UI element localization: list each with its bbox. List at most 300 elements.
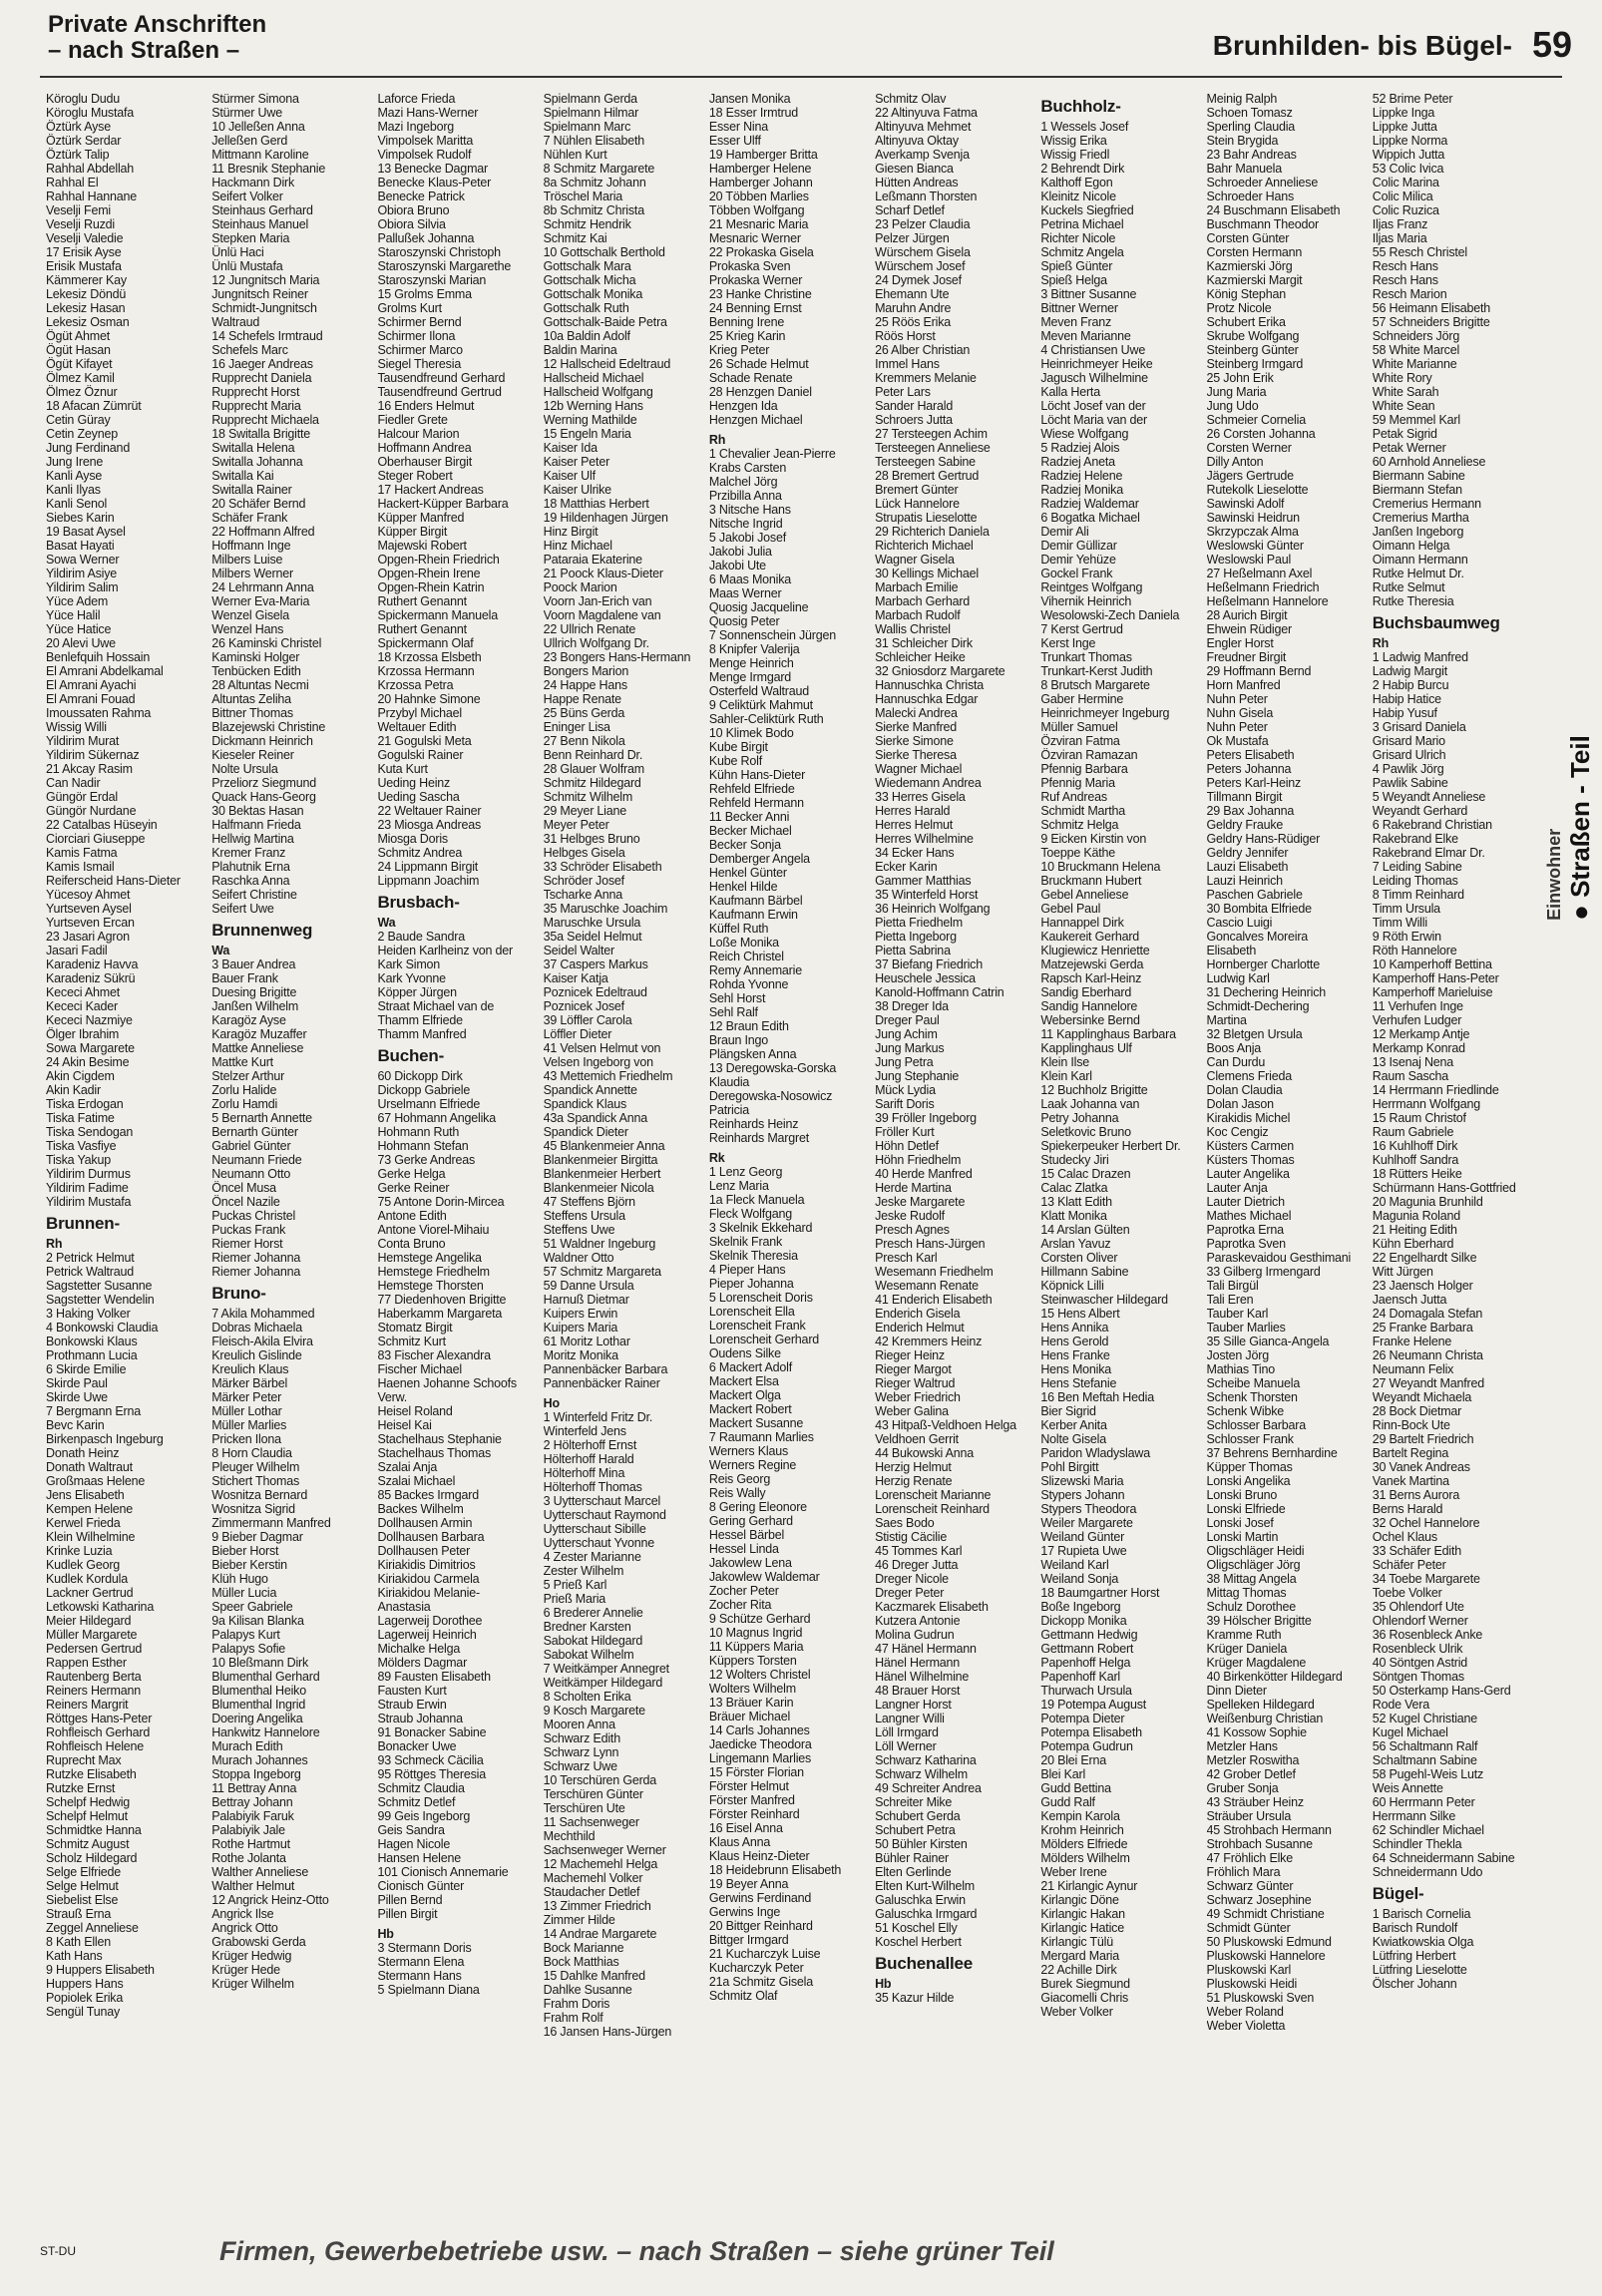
list-item: 18 Baumgartner Horst [1040, 1586, 1160, 1600]
list-item: Lekesiz Osman [46, 315, 130, 329]
list-item: Sierke Theresa [875, 748, 957, 762]
list-item: Pillen Bernd [377, 1893, 443, 1907]
list-item: Öncel Nazile [211, 1195, 280, 1209]
list-item: Gottschalk Monika [543, 287, 643, 301]
list-item: Rakebrand Elmar Dr. [1372, 846, 1485, 860]
list-item: Bittger Irmgard [708, 1933, 789, 1947]
list-item: Röös Horst [875, 329, 936, 343]
list-item: 8b Schmitz Christa [543, 203, 644, 217]
list-item: Jakobi Julia [708, 545, 772, 559]
list-item: 15 Hens Albert [1040, 1307, 1120, 1321]
list-item: Rutekolk Lieselotte [1206, 483, 1309, 497]
list-item: Barisch Rundolf [1372, 1921, 1457, 1935]
list-item: Kerber Anita [1040, 1418, 1107, 1432]
list-item: 1 Lenz Georg [708, 1165, 783, 1179]
list-item: Kamis Ismail [46, 860, 115, 874]
list-item: Ehemann Ute [875, 287, 950, 301]
list-item: Palabiyik Faruk [211, 1809, 294, 1823]
list-item: Veselji Valedie [46, 231, 124, 245]
list-item: Milbers Luise [211, 553, 283, 567]
list-item: Heßelmann Hannelore [1206, 594, 1329, 608]
list-item: Schirmer Ilona [377, 329, 456, 343]
list-item: Rautenberg Berta [46, 1670, 142, 1684]
list-item: Öztürk Talip [46, 148, 110, 162]
list-item: Mittag Thomas [1206, 1586, 1287, 1600]
list-item: Burek Siegmund [1040, 1977, 1130, 1991]
list-item: Küpper Birgit [377, 525, 448, 539]
list-item: Molina Gudrun [875, 1628, 955, 1642]
list-item: Gaber Hermine [1040, 692, 1124, 706]
list-item: Sehl Ralf [708, 1005, 758, 1019]
list-item: Werners Klaus [708, 1444, 789, 1458]
list-item: Sander Harald [875, 399, 954, 413]
list-item: Rupprecht Daniela [211, 371, 312, 385]
list-item: Fischer Michael [377, 1362, 462, 1376]
list-item: Demir Ali [1040, 525, 1089, 539]
list-item: 18 Matthias Herbert [543, 497, 649, 511]
list-item: Rieger Heinz [875, 1348, 945, 1362]
list-item: 8 Schmitz Margarete [543, 162, 655, 176]
list-item: Stelzer Arthur [211, 1069, 285, 1083]
list-item: Mattke Kurt [211, 1055, 273, 1069]
list-item: Gerke Helga [377, 1167, 446, 1181]
list-item: Letkowski Katharina [46, 1600, 155, 1614]
list-item: Schulz Dorothee [1206, 1600, 1296, 1614]
column-9 [1373, 92, 1532, 2206]
list-item: Jens Elisabeth [46, 1488, 125, 1502]
list-item: 51 Pluskowski Sven [1206, 1991, 1315, 2005]
list-item: Tiska Yakup [46, 1153, 111, 1167]
column-3 [377, 92, 537, 2206]
list-item: Küsters Carmen [1206, 1139, 1295, 1153]
list-item: 11 Küppers Maria [708, 1640, 804, 1654]
list-item: 19 Hildenhagen Jürgen [543, 511, 668, 525]
list-item: Petak Werner [1372, 441, 1446, 455]
list-item: Can Durdu [1206, 1055, 1266, 1069]
list-item: Hessel Linda [708, 1542, 779, 1556]
list-item: Lauzi Heinrich [1206, 874, 1283, 888]
list-item: Kazmierski Jörg [1206, 259, 1293, 273]
street-heading: Buchenallee [875, 1954, 974, 1973]
list-item: Kudlek Kordula [46, 1572, 128, 1586]
list-item: Weber Galina [875, 1404, 949, 1418]
list-item: 48 Brauer Horst [875, 1684, 961, 1698]
list-item: Elten Gerlinde [875, 1865, 952, 1879]
list-item: Akin Kadir [46, 1083, 101, 1097]
list-item: Tröschel Maria [543, 190, 623, 203]
list-item: Milbers Werner [211, 567, 293, 580]
list-item: 15 Dahlke Manfred [543, 1969, 645, 1983]
list-item: Schelpf Helmut [46, 1809, 128, 1823]
column-6 [875, 92, 1034, 2206]
list-item: Cremerius Martha [1372, 511, 1469, 525]
list-item: 32 Gniosdorz Margarete [875, 664, 1005, 678]
list-item: Stürmer Simona [211, 92, 299, 106]
list-item: Mergard Maria [1040, 1949, 1119, 1963]
list-item: Kerst Inge [1040, 636, 1096, 650]
list-item: Bieber Kerstin [211, 1558, 287, 1572]
list-item: Martina [1206, 1013, 1247, 1027]
list-item: Lorenscheit Frank [708, 1319, 806, 1333]
list-item: Herzig Helmut [875, 1460, 952, 1474]
list-item: Oimann Helga [1372, 539, 1450, 553]
list-item: Hens Monika [1040, 1362, 1112, 1376]
list-item: Hoffmann Andrea [377, 441, 472, 455]
list-item: Karadeniz Havva [46, 957, 139, 971]
list-item: 18 Esser Irmtrud [708, 106, 799, 120]
list-item: Mölders Dagmar [377, 1656, 468, 1670]
list-item: 59 Danne Ursula [543, 1279, 634, 1293]
list-item: Cascio Luigi [1206, 916, 1273, 930]
list-item: 64 Schneidermann Sabine [1372, 1851, 1515, 1865]
list-item: Kube Rolf [708, 754, 762, 768]
list-item: Kämmerer Kay [46, 273, 127, 287]
list-item: 19 Basat Aysel [46, 525, 126, 539]
list-item: Donath Waltraut [46, 1460, 133, 1474]
list-item: Gruber Sonja [1206, 1781, 1279, 1795]
list-item: Steger Robert [377, 469, 453, 483]
list-item: Radziej Waldemar [1040, 497, 1139, 511]
list-item: 13 Benecke Dagmar [377, 162, 488, 176]
list-item: 7 Bergmann Erna [46, 1404, 141, 1418]
list-item: 43 Mettemich Friedhelm [543, 1069, 673, 1083]
list-item: Presch Karl [875, 1251, 938, 1265]
list-item: Sagstetter Wendelin [46, 1293, 155, 1307]
list-item: 60 Dickopp Dirk [377, 1069, 463, 1083]
list-item: Rappen Esther [46, 1656, 127, 1670]
list-item: Peters Karl-Heinz [1206, 776, 1302, 790]
list-item: 24 Dymek Josef [875, 273, 962, 287]
list-item: Schäfer Frank [211, 511, 288, 525]
list-item: Rohfleisch Helene [46, 1739, 145, 1753]
list-item: Metzler Hans [1206, 1739, 1278, 1753]
list-item: Riemer Horst [211, 1237, 283, 1251]
list-item: Prokaska Werner [708, 273, 803, 287]
list-item: Sandig Eberhard [1040, 985, 1132, 999]
list-item: 11 Sachsenweger [543, 1815, 639, 1829]
list-item: Stachelhaus Thomas [377, 1446, 492, 1460]
list-item: Mackert Elsa [708, 1374, 779, 1388]
list-item: Erisik Mustafa [46, 259, 122, 273]
list-item: Veselji Ruzdi [46, 217, 115, 231]
list-item: Rohda Yvonne [708, 977, 789, 991]
list-item: Radziej Monika [1040, 483, 1123, 497]
list-item: 33 Gilberg Irmengard [1206, 1265, 1321, 1279]
list-item: Schmidt Martha [1040, 804, 1126, 818]
list-item: Ünlü Haci [211, 245, 264, 259]
list-item: Klatt Monika [1040, 1209, 1107, 1223]
list-item: Haenen Johanne Schoofs [377, 1376, 517, 1390]
list-item: Wagner Michael [875, 762, 963, 776]
list-item: 5 Bernarth Annette [211, 1111, 312, 1125]
list-item: 46 Dreger Jutta [875, 1558, 959, 1572]
list-item: Hinz Birgit [543, 525, 599, 539]
list-item: 29 Richterich Daniela [875, 525, 990, 539]
list-item: Gabriel Günter [211, 1139, 291, 1153]
list-item: Bonacker Uwe [377, 1739, 457, 1753]
list-item: Ölscher Johann [1372, 1977, 1457, 1991]
list-item: Fleisch-Akila Elvira [211, 1335, 313, 1348]
list-item: Rutke Helmut Dr. [1372, 567, 1464, 580]
list-item: Cremerius Hermann [1372, 497, 1481, 511]
list-item: 49 Schreiter Andrea [875, 1781, 982, 1795]
list-item: Merkamp Konrad [1372, 1041, 1465, 1055]
list-item: 7 Weitkämper Annegret [543, 1662, 669, 1676]
list-item: Blankenmeier Birgitta [543, 1153, 658, 1167]
list-item: 21a Schmitz Gisela [708, 1975, 813, 1989]
list-item: Kececi Kader [46, 999, 118, 1013]
list-item: Sachsenweger Werner [543, 1843, 666, 1857]
list-item: Özviran Fatma [1040, 734, 1120, 748]
list-item: Werner Eva-Maria [211, 594, 310, 608]
list-item: 40 Söntgen Astrid [1372, 1656, 1468, 1670]
list-item: Plängsken Anna [708, 1047, 797, 1061]
list-item: 21 Kucharczyk Luise [708, 1947, 821, 1961]
list-item: Wesolowski-Zech Daniela [1040, 608, 1180, 622]
list-item: Müller Lothar [211, 1404, 282, 1418]
list-item: 7 Kerst Gertrud [1040, 622, 1123, 636]
list-item: 40 Birkenkötter Hildegard [1206, 1670, 1343, 1684]
list-item: Ögüt Ahmet [46, 329, 111, 343]
list-item: 6 Bogatka Michael [1040, 511, 1140, 525]
list-item: Horn Manfred [1206, 678, 1281, 692]
list-item: Yildirim Salim [46, 580, 119, 594]
list-item: Tiska Vasfiye [46, 1139, 117, 1153]
list-item: Voorn Magdalene van [543, 608, 661, 622]
list-item: Schubert Erika [1206, 315, 1286, 329]
list-item: Müller Lucia [211, 1586, 277, 1600]
list-item: Potempa Elisabeth [1040, 1725, 1142, 1739]
list-item: Hoffmann Inge [211, 539, 291, 553]
list-item: Kaminski Holger [211, 650, 300, 664]
list-item: Nühlen Kurt [543, 148, 607, 162]
list-item: Hölterhoff Mina [543, 1466, 625, 1480]
list-item: Märker Peter [211, 1390, 282, 1404]
list-item: Demir Yehüze [1040, 553, 1116, 567]
list-item: Schlosser Barbara [1206, 1418, 1306, 1432]
list-item: 73 Gerke Andreas [377, 1153, 475, 1167]
list-item: Grolms Kurt [377, 301, 442, 315]
list-item: Palabiyik Jale [211, 1823, 285, 1837]
list-item: Machemehl Volker [543, 1871, 643, 1885]
list-item: 3 Grisard Daniela [1372, 720, 1466, 734]
list-item: Jagusch Wilhelmine [1040, 371, 1148, 385]
list-item: Hillmann Sabine [1040, 1265, 1129, 1279]
list-item: Marbach Emilie [875, 580, 959, 594]
list-item: Biermann Sabine [1372, 469, 1465, 483]
list-item: Quosig Jacqueline [708, 600, 809, 614]
list-item: Boße Ingeborg [1040, 1600, 1121, 1614]
list-item: Wippich Jutta [1372, 148, 1445, 162]
list-item: 45 Blankenmeier Anna [543, 1139, 665, 1153]
list-item: Lorenscheit Reinhard [875, 1502, 990, 1516]
list-item: Yildirim Sükernaz [46, 748, 140, 762]
list-item: Kamperhoff Marieluise [1372, 985, 1493, 999]
list-item: 55 Resch Christel [1372, 245, 1468, 259]
list-item: Hackert-Küpper Barbara [377, 497, 509, 511]
list-item: Bock Matthias [543, 1955, 619, 1969]
list-item: Jansen Monika [708, 92, 791, 106]
list-item: 20 Többen Marlies [708, 190, 809, 203]
list-item: Reinhards Heinz [708, 1117, 799, 1131]
list-item: Weber Friedrich [875, 1390, 961, 1404]
list-item: 5 Weyandt Anneliese [1372, 790, 1486, 804]
list-item: Elisabeth [1206, 944, 1257, 957]
list-item: 31 Schleicher Dirk [875, 636, 973, 650]
list-item: Potempa Gudrun [1040, 1739, 1133, 1753]
list-item: Trunkart Thomas [1040, 650, 1132, 664]
list-item: Gockel Frank [1040, 567, 1113, 580]
list-item: Kalla Herta [1040, 385, 1100, 399]
list-item: Schwarz Katharina [875, 1753, 977, 1767]
list-item: 20 Hahnke Simone [377, 692, 481, 706]
list-item: Osterfeld Waltraud [708, 684, 810, 698]
list-item: Schmitz Claudia [377, 1781, 465, 1795]
list-item: Dolan Jason [1206, 1097, 1274, 1111]
list-item: Gering Gerhard [708, 1514, 793, 1528]
list-item: Kwiatkowskia Olga [1372, 1935, 1474, 1949]
list-item: Spielmann Hilmar [543, 106, 639, 120]
list-item: Donath Heinz [46, 1446, 120, 1460]
list-item: 33 Herres Gisela [875, 790, 966, 804]
list-item: Sehl Horst [708, 991, 766, 1005]
list-item: Kramme Ruth [1206, 1628, 1282, 1642]
list-item: Ölmez Öznur [46, 385, 118, 399]
list-item: Hamberger Johann [708, 176, 813, 190]
list-item: Fleck Wolfgang [708, 1207, 792, 1221]
list-item: 51 Waldner Ingeburg [543, 1237, 656, 1251]
list-item: Haberkamm Margareta [377, 1307, 503, 1321]
list-item: Bieber Horst [211, 1544, 279, 1558]
list-item: Dickopp Gabriele [377, 1083, 471, 1097]
list-item: Seidel Walter [543, 944, 614, 957]
list-item: Neumann Otto [211, 1167, 291, 1181]
list-item: Wesemann Friedhelm [875, 1265, 994, 1279]
list-item: Raum Gabriele [1372, 1125, 1454, 1139]
side-label-text [1544, 735, 1596, 921]
list-item: Schirmer Marco [377, 343, 463, 357]
list-item: Grisard Ulrich [1372, 748, 1446, 762]
list-item: Ögüt Kifayet [46, 357, 113, 371]
list-item: 9 Kosch Margarete [543, 1704, 645, 1718]
list-item: Yüce Adem [46, 594, 109, 608]
list-item: Lekesiz Hasan [46, 301, 126, 315]
list-item: Obiora Silvia [377, 217, 446, 231]
list-item: Switalla Helena [211, 441, 295, 455]
list-item: 75 Antone Dorin-Mircea [377, 1195, 505, 1209]
list-item: Freudner Birgit [1206, 650, 1287, 664]
list-item: Großmaas Helene [46, 1474, 146, 1488]
list-item: Spandick Annette [543, 1083, 637, 1097]
list-item: Maas Werner [708, 586, 782, 600]
list-item: 2 Hölterhoff Ernst [543, 1438, 637, 1452]
list-item: 22 Hoffmann Alfred [211, 525, 315, 539]
list-item: 30 Kellings Michael [875, 567, 979, 580]
list-item: Veselji Femi [46, 203, 111, 217]
list-item: Gudd Bettina [1040, 1781, 1111, 1795]
list-item: 1 Ladwig Manfred [1372, 650, 1468, 664]
list-item: Harnuß Dietmar [543, 1293, 629, 1307]
list-item: Öztürk Serdar [46, 134, 122, 148]
list-item: Bernarth Günter [211, 1125, 298, 1139]
list-item: Peter Lars [875, 385, 931, 399]
list-item: Sowa Werner [46, 553, 120, 567]
list-item: Fröller Kurt [875, 1125, 935, 1139]
list-item: Herrmann Wolfgang [1372, 1097, 1480, 1111]
list-item: 15 Calac Drazen [1040, 1167, 1131, 1181]
list-item: Staroszynski Margarethe [377, 259, 512, 273]
list-item: Kerwel Frieda [46, 1516, 121, 1530]
list-item: 32 Bletgen Ursula [1206, 1027, 1303, 1041]
list-item: 8 Gering Eleonore [708, 1500, 807, 1514]
list-item: 95 Röttges Theresia [377, 1767, 486, 1781]
list-item: Mazi Hans-Werner [377, 106, 479, 120]
list-item: Lippke Jutta [1372, 120, 1437, 134]
list-item: Bonkowski Klaus [46, 1335, 138, 1348]
list-item: Reiners Margrit [46, 1698, 129, 1712]
list-item: Lagerweij Dorothee [377, 1614, 483, 1628]
list-item: Blumenthal Ingrid [211, 1698, 306, 1712]
list-item: Hallscheid Wolfgang [543, 385, 653, 399]
list-item: Henzgen Ida [708, 399, 778, 413]
list-item: Bauer Frank [211, 971, 278, 985]
list-item: Schade Renate [708, 371, 793, 385]
list-item: Lonski Martin [1206, 1530, 1279, 1544]
list-item: Verhufen Ludger [1372, 1013, 1462, 1027]
list-item: Zester Wilhelm [543, 1564, 624, 1578]
list-item: 29 Bartelt Friedrich [1372, 1432, 1474, 1446]
list-item: 21 Heiting Edith [1372, 1223, 1457, 1237]
list-item: Iljas Franz [1372, 217, 1428, 231]
list-item: Radziej Helene [1040, 469, 1123, 483]
list-item: Bittner Werner [1040, 301, 1118, 315]
list-item: Resch Hans [1372, 259, 1438, 273]
section-title-line2: – nach Straßen – [48, 37, 240, 64]
list-item: Pricken Ilona [211, 1432, 281, 1446]
list-item: 47 Steffens Björn [543, 1195, 635, 1209]
list-item: Maruschke Ursula [543, 916, 641, 930]
list-item: Kühn Eberhard [1372, 1237, 1454, 1251]
list-item: Altuntas Zeliha [211, 692, 291, 706]
list-item: 1 Winterfeld Fritz Dr. [543, 1410, 653, 1424]
list-item: 26 Neumann Christa [1372, 1348, 1483, 1362]
list-item: Dahlke Susanne [543, 1983, 632, 1997]
list-item: Lippke Norma [1372, 134, 1448, 148]
list-item: Fröhlich Mara [1206, 1865, 1281, 1879]
list-item: Steinberg Irmgard [1206, 357, 1304, 371]
list-item: Kucharczyk Peter [708, 1961, 804, 1975]
list-item: Sawinski Adolf [1206, 497, 1285, 511]
list-item: Schmitz Wilhelm [543, 790, 633, 804]
list-item: Ruthert Genannt [377, 594, 467, 608]
list-item: Angrick Ilse [211, 1907, 274, 1921]
list-item: Lekesiz Döndü [46, 287, 127, 301]
list-item: Marbach Gerhard [875, 594, 971, 608]
list-item: Zocher Rita [708, 1598, 772, 1612]
list-item: 85 Backes Irmgard [377, 1488, 479, 1502]
list-item: Mathes Michael [1206, 1209, 1292, 1223]
list-item: 35a Seidel Helmut [543, 930, 642, 944]
list-item: Popiolek Erika [46, 1991, 124, 2005]
list-item: Wissig Friedl [1040, 148, 1110, 162]
list-item: Rahhal El [46, 176, 99, 190]
list-item: Jung Ferdinand [46, 441, 131, 455]
list-item: 9 Celiktürk Mahmut [708, 698, 813, 712]
list-item: Lonski Angelika [1206, 1474, 1291, 1488]
list-item: Geldry Hans-Rüdiger [1206, 832, 1321, 846]
list-item: 17 Hackert Andreas [377, 483, 484, 497]
list-item: Schmidtke Hanna [46, 1823, 142, 1837]
